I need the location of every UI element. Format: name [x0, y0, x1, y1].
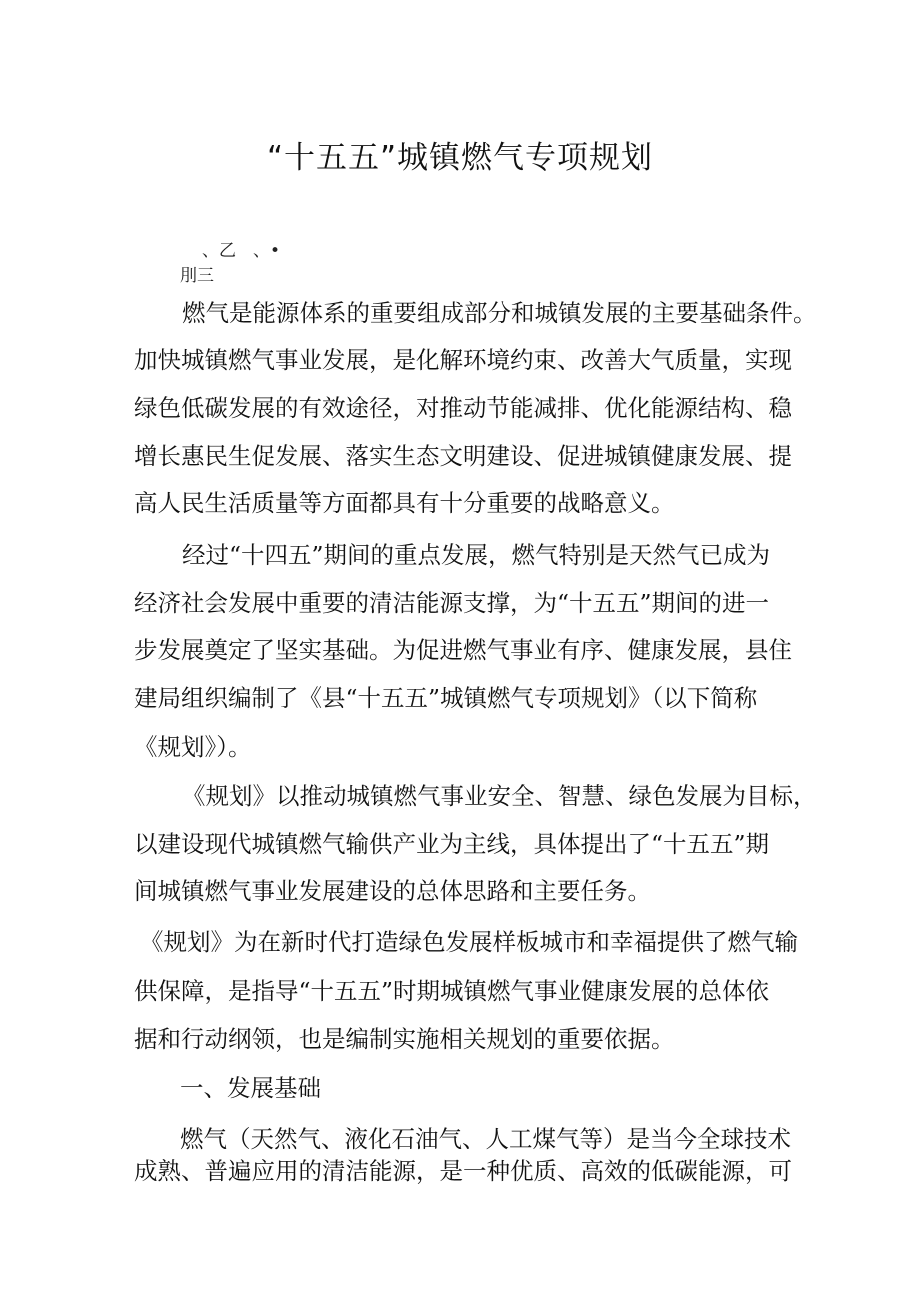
paragraph-line: 增长惠民生促发展、落实生态文明建设、促进城镇健康发展、提	[134, 442, 792, 470]
paragraph-line: 《规划》）。	[134, 733, 252, 761]
document-title: “十五五”城镇燃气专项规划	[266, 140, 654, 176]
paragraph-line: 加快城镇燃气事业发展，是化解环境约束、改善大气质量，实现	[134, 346, 792, 374]
section-heading: 一、发展基础	[180, 1074, 321, 1102]
paragraph-line: 《规划》以推动城镇燃气事业安全、智慧、绿色发展为目标，	[182, 782, 817, 810]
paragraph-line: 间城镇燃气事业发展建设的总体思路和主要任务。	[134, 877, 651, 905]
paragraph-line: 步发展奠定了坚实基础。为促进燃气事业有序、健康发展，县住	[134, 636, 792, 664]
paragraph-line: 供保障，是指导“十五五”时期城镇燃气事业健康发展的总体依	[134, 977, 770, 1005]
paragraph-line: 建局组织编制了《县“十五五”城镇燃气专项规划》（以下简称	[134, 684, 758, 712]
preface-fragment-bottom: 刖三	[180, 266, 214, 286]
paragraph-line: 成熟、普遍应用的清洁能源，是一种优质、高效的低碳能源，可	[134, 1157, 792, 1185]
paragraph-line: 绿色低碳发展的有效途径，对推动节能减排、优化能源结构、稳	[134, 394, 792, 422]
paragraph-line: 《规划》为在新时代打造绿色发展样板城市和幸福提供了燃气输	[140, 928, 798, 956]
paragraph-line: 经济社会发展中重要的清洁能源支撑，为“十五五”期间的进一	[134, 589, 770, 617]
paragraph-line: 燃气（天然气、液化石油气、人工煤气等）是当今全球技术	[180, 1125, 791, 1153]
paragraph-line: 高人民生活质量等方面都具有十分重要的战略意义。	[134, 489, 675, 517]
preface-fragment-top: 、乙 、•	[202, 241, 281, 261]
paragraph-line: 据和行动纲领，也是编制实施相关规划的重要依据。	[134, 1025, 675, 1053]
paragraph-line: 燃气是能源体系的重要组成部分和城镇发展的主要基础条件。	[182, 299, 817, 327]
paragraph-line: 经过“十四五”期间的重点发展，燃气特别是天然气已成为	[182, 541, 771, 569]
paragraph-line: 以建设现代城镇燃气输供产业为主线，具体提出了“十五五”期	[134, 830, 770, 858]
